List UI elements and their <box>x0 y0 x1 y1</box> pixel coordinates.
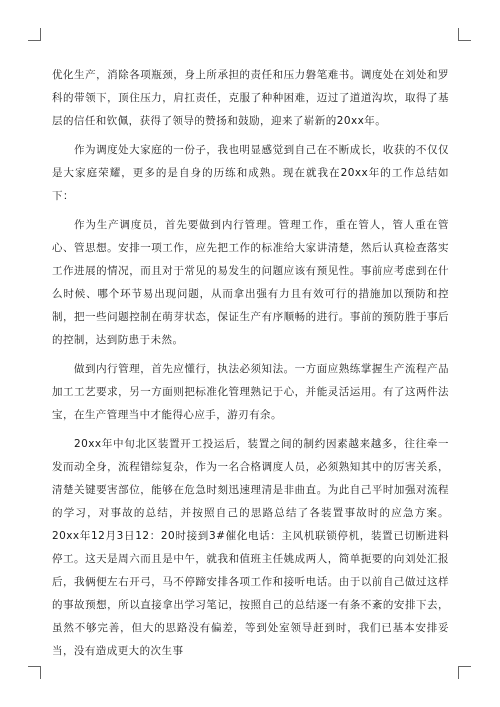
paragraph-intro: 作为调度处大家庭的一份子，我也明显感觉到自己在不断成长，收获的不仅仅是大家庭荣耀，更多的是自身的历练和成熟。现在就我在20xx年的工作总结如下： <box>52 144 449 202</box>
corner-mark-top-left <box>28 28 41 41</box>
corner-mark-bottom-left <box>28 666 41 679</box>
corner-mark-top-right <box>458 28 471 41</box>
corner-mark-bottom-right <box>458 666 471 679</box>
paragraph-continuation: 优化生产，消除各项瓶颈，身上所承担的责任和压力磐笔难书。调度处在刘处和罗科的带领下，顶住压力，肩扛责任，克服了种种困难，迈过了道道沟坎，取得了基层的信任和钦佩，获得了领导的赞扬和鼓励，迎来了崭新的20xx年。 <box>52 69 449 127</box>
paragraph-management: 作为生产调度员，首先要做到内行管理。管理工作，重在管人，管人重在管心、管思想。安排一项工作，应先把工作的标准给大家讲清楚，然后认真检查落实工作进展的情况，而且对于常见的易发生的问题应该有预见性。事前应考虑到在什么时候、哪个环节易出现问题，从而拿出强有力且有效可行的措施加以预防和控制，把一些问题控制在萌芽状态，保证生产有序顺畅的进行。事前的预防胜于事后的控制，达到防患于未然。 <box>52 219 449 346</box>
document-body <box>52 64 449 669</box>
paragraph-incident: 20xx年中旬北区装置开工投运后，装置之间的制约因素越来越多，往往牵一发而动全身，流程错综复杂，作为一名合格调度人员，必须熟知其中的厉害关系，清楚关键要害部位，能够在危急时刻迅速理清是非曲直。为此自己平时加强对流程的学习，对事故的总结，并按照自己的思路总结了各装置事故时的应急方案。20xx年12月3日12：20时接到3#催化电话：主风机联锁停机，装置已切断进料停工。这天是周六而且是中午，就我和值班主任姚成两人，简单扼要的向刘处汇报后，我俩便左右开弓，马不停蹄安排各项工作和接听电话。由于以前自己做过这样的事故预想，所以直接拿出学习笔记，按照自己的总结逐一有条不紊的安排下去，虽然不够完善，但大的思路没有偏差，等到处室领导赶到时，我们已基本安排妥当，没有造成更大的次生事 <box>52 438 449 657</box>
paragraph-knowledge: 做到内行管理，首先应懂行，执法必须知法。一方面应熟练掌握生产流程产品加工工艺要求，另一方面则把标准化管理熟记于心，并能灵活运用。有了这两件法宝，在生产管理当中才能得心应手，游刃有余。 <box>52 363 449 421</box>
